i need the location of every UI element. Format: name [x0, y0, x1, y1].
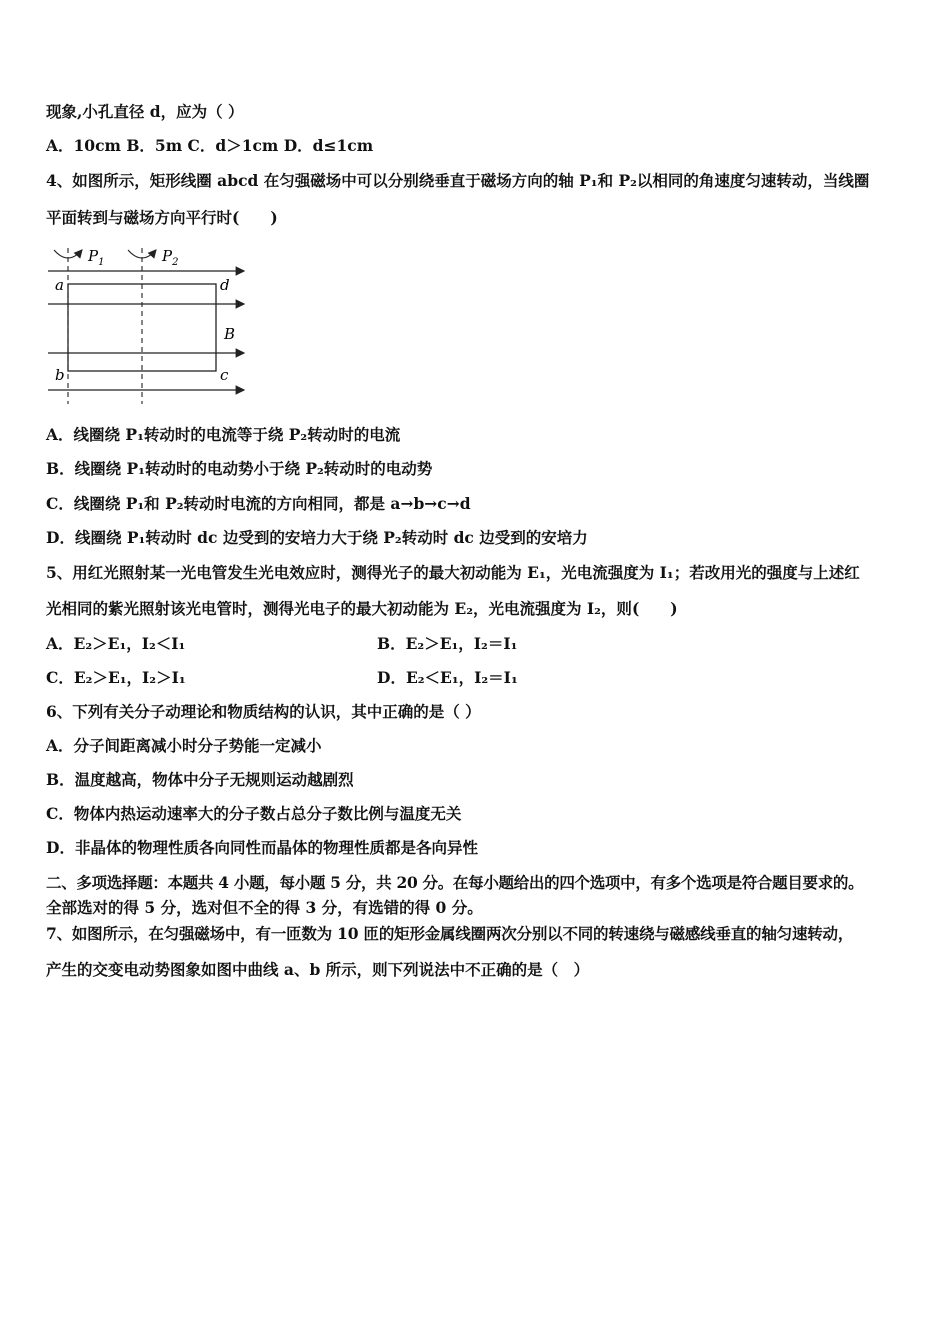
q4-option-d: D．线圈绕 P₁转动时 dc 边受到的安培力大于绕 P₂转动时 dc 边受到的安培力: [46, 528, 588, 547]
q6-option-a: A．分子间距离减小时分子势能一定减小: [46, 736, 322, 755]
label-p2: $P_2$: [162, 247, 179, 268]
q4-stem-line1: 4、如图所示，矩形线圈 abcd 在匀强磁场中可以分别绕垂直于磁场方向的轴 P₁和 P₂以相同的角速度匀速转动，当线圈: [46, 171, 870, 190]
q4-option-b: B．线圈绕 P₁转动时的电动势小于绕 P₂转动时的电动势: [46, 459, 433, 478]
q5-option-b: B．E₂＞E₁，I₂＝I₁: [377, 634, 518, 653]
q7-stem-line2: 产生的交变电动势图象如图中曲线 a、b 所示，则下列说法中不正确的是（ ）: [46, 960, 590, 979]
section2-heading-line2: 全部选对的得 5 分，选对但不全的得 3 分，有选错的得 0 分。: [46, 898, 483, 917]
text-line: 现象,小孔直径 d，应为（ ）: [46, 102, 244, 121]
q6-option-d: D．非晶体的物理性质各向同性而晶体的物理性质都是各向异性: [46, 838, 478, 857]
q7-stem-line1: 7、如图所示，在匀强磁场中，有一匝数为 10 匝的矩形金属线圈两次分别以不同的转速绕与磁感线垂直的轴匀速转动，: [46, 924, 854, 943]
section2-heading-line1: 二、多项选择题：本题共 4 小题，每小题 5 分，共 20 分。在每小题给出的四个选项中，有多个选项是符合题目要求的。: [46, 873, 864, 892]
label-p1: $P_1$: [88, 247, 105, 268]
q4-option-a: A．线圈绕 P₁转动时的电流等于绕 P₂转动时的电流: [46, 425, 401, 444]
q6-option-b: B．温度越高，物体中分子无规则运动越剧烈: [46, 770, 354, 789]
q6-stem: 6、下列有关分子动理论和物质结构的认识，其中正确的是（ ）: [46, 702, 481, 721]
options-line: A．10cm B．5m C．d＞1cm D．d≤1cm: [46, 136, 374, 155]
label-field-b: B: [224, 325, 236, 343]
q4-option-c: C．线圈绕 P₁和 P₂转动时电流的方向相同，都是 a→b→c→d: [46, 494, 471, 513]
q5-stem-line1: 5、用红光照射某一光电管发生光电效应时，测得光子的最大初动能为 E₁，光电流强度为 I₁；若改用光的强度与上述红: [46, 563, 860, 582]
q5-option-c: C．E₂＞E₁，I₂＞I₁: [46, 668, 186, 687]
q5-option-d: D．E₂＜E₁，I₂＝I₁: [377, 668, 518, 687]
label-c: c: [220, 366, 229, 384]
q4-stem-line2: 平面转到与磁场方向平行时( ): [46, 208, 278, 227]
q5-option-a: A．E₂＞E₁，I₂＜I₁: [46, 634, 186, 653]
coil-diagram: [44, 240, 254, 408]
label-a: a: [55, 276, 64, 294]
q5-stem-line2: 光相同的紫光照射该光电管时，测得光电子的最大初动能为 E₂，光电流强度为 I₂，则( ): [46, 599, 678, 618]
q6-option-c: C．物体内热运动速率大的分子数占总分子数比例与温度无关: [46, 804, 462, 823]
label-d: d: [220, 276, 230, 294]
label-b: b: [55, 366, 65, 384]
